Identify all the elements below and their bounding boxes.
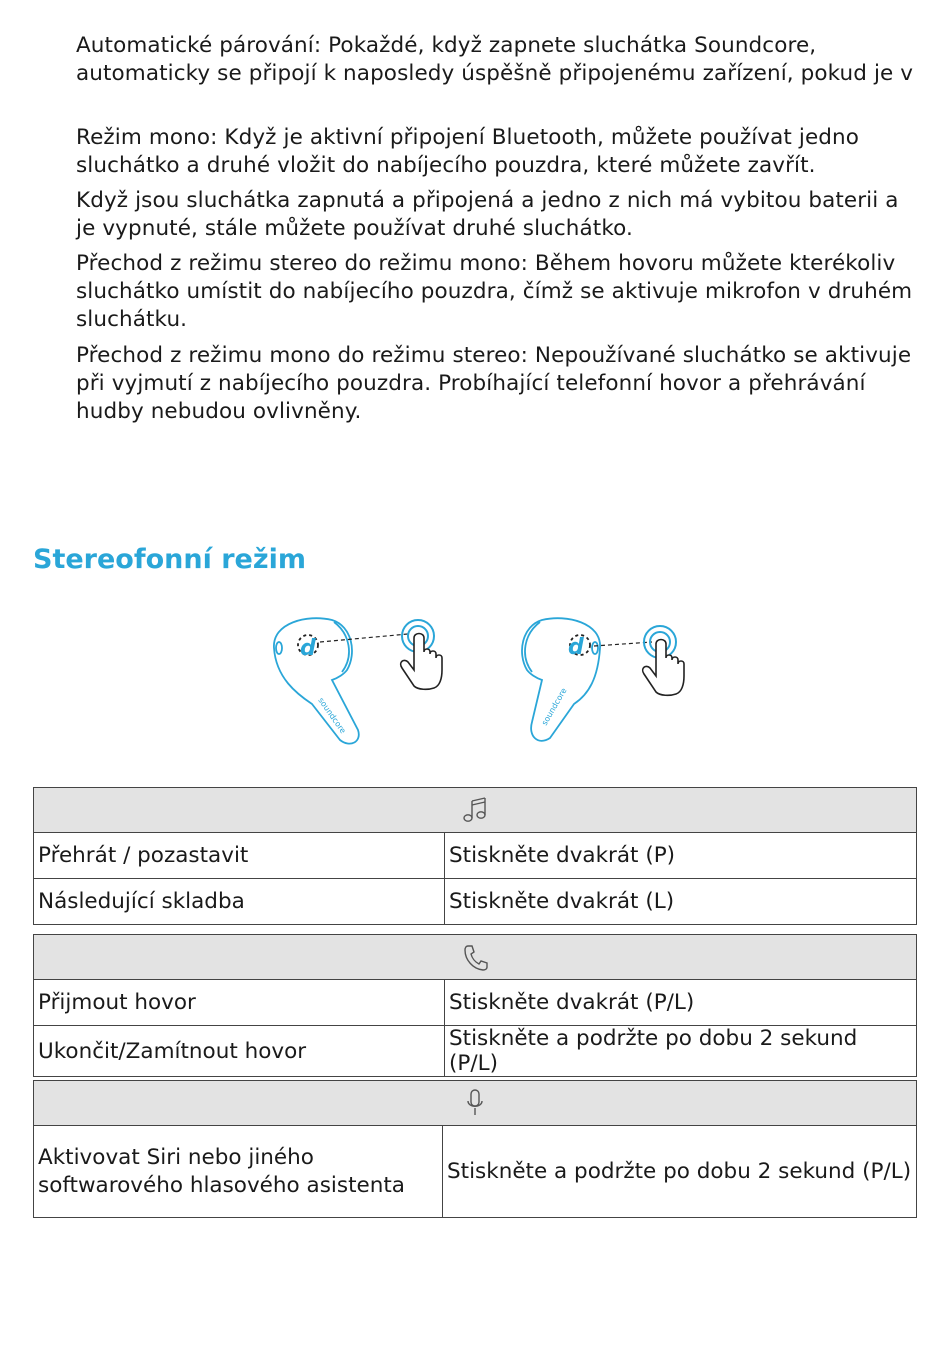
- table-row: [34, 980, 917, 1026]
- phone-icon: [462, 943, 488, 971]
- gesture-cell: Stiskněte a podržte po dobu 2 sekund (P/L): [445, 1026, 917, 1077]
- paragraph-auto-pairing: [76, 32, 916, 88]
- assistant-header: [34, 1081, 917, 1126]
- table-row: [34, 1126, 917, 1218]
- svg-text:d: d: [300, 636, 316, 661]
- paragraph-low-battery: [76, 187, 916, 243]
- music-header: [34, 788, 917, 833]
- table-row: [34, 879, 917, 925]
- paragraph-label: Režim mono:: [76, 125, 218, 150]
- tap-hand-icon: [401, 620, 442, 689]
- table-row: [34, 833, 917, 879]
- left-earbud-icon: [274, 618, 359, 743]
- paragraph-text: Nepoužívané sluchátko se aktivuje při vyjmutí z nabíjecího pouzdra. Probíhající telefonní hovor a přehrávání hudby nebudou ovlivněny.: [76, 343, 912, 424]
- paragraph-label: Přechod z režimu mono do režimu stereo:: [76, 343, 528, 368]
- brand-label-left: soundcore: [316, 695, 348, 736]
- action-cell: Ukončit/Zamítnout hovor: [34, 1026, 445, 1077]
- paragraph-label: Přechod z režimu stereo do režimu mono:: [76, 251, 528, 276]
- call-controls-table: [33, 934, 917, 1077]
- action-cell: Aktivovat Siri nebo jiného softwarového hlasového asistenta: [34, 1126, 443, 1218]
- gesture-cell: Stiskněte dvakrát (P): [445, 833, 917, 879]
- section-title: Stereofonní režim: [33, 544, 306, 575]
- paragraph-text: Když jsou sluchátka zapnutá a připojená a jedno z nich má vybitou baterii a je vypnuté, stále můžete používat druhé sluchátko.: [76, 188, 899, 241]
- paragraph-stereo-to-mono: [76, 250, 916, 334]
- music-note-icon: [461, 795, 489, 825]
- action-cell: Přehrát / pozastavit: [34, 833, 445, 879]
- gesture-cell: Stiskněte dvakrát (P/L): [445, 980, 917, 1026]
- right-earbud-icon: [522, 618, 600, 741]
- gesture-cell: Stiskněte dvakrát (L): [445, 879, 917, 925]
- assistant-controls-table: [33, 1080, 917, 1218]
- tap-hand-icon: [643, 626, 684, 695]
- table-row: [34, 1026, 917, 1077]
- music-controls-table: [33, 787, 917, 925]
- call-header: [34, 935, 917, 980]
- svg-text:d: d: [568, 635, 584, 660]
- microphone-icon: [465, 1088, 485, 1118]
- action-cell: Následující skladba: [34, 879, 445, 925]
- earbud-tap-illustration: [262, 608, 702, 748]
- brand-label-right: soundcore: [539, 686, 569, 727]
- gesture-cell: Stiskněte a podržte po dobu 2 sekund (P/L): [443, 1126, 917, 1218]
- paragraph-mono-mode: [76, 124, 916, 180]
- paragraph-mono-to-stereo: [76, 342, 916, 426]
- paragraph-text: Když je aktivní připojení Bluetooth, můžete používat jedno sluchátko a druhé vložit do nabíjecího pouzdra, které můžete zavřít.: [76, 125, 860, 178]
- paragraph-text: Pokaždé, když zapnete sluchátka Soundcore, automaticky se připojí k naposledy úspěšně připojenému zařízení, pokud je v: [76, 33, 914, 86]
- paragraph-text: Během hovoru můžete kterékoliv sluchátko umístit do nabíjecího pouzdra, čímž se aktivuje mikrofon v druhém sluchátku.: [76, 251, 913, 332]
- paragraph-label: Automatické párování:: [76, 33, 322, 58]
- action-cell: Přijmout hovor: [34, 980, 445, 1026]
